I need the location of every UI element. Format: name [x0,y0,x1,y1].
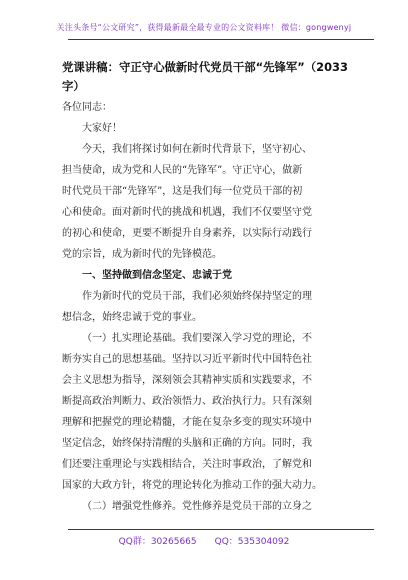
header-divider [68,39,374,40]
paragraph-line: 今天，我们将探讨如何在新时代背景下，坚守初心、 [82,144,312,155]
title-line-1: 党课讲稿：守正守心做新时代党员干部“先锋军”（2033 [62,60,348,74]
title-line-2: 字） [62,79,85,93]
section-heading: 一、坚持做到信念坚定、忠诚于党 [82,270,232,281]
paragraph-line: 的初心和使命，更要不断提升自身素养，以实际行动践行 [62,228,312,239]
footer-qq: QQ：535304092 [214,537,290,547]
document-title [62,58,362,96]
footer-contact [0,534,408,547]
paragraph-line: 党的宗旨，成为新时代的先锋模范。 [62,249,222,260]
paragraph-line: 时代党员干部“先锋军”，这是我们每一位党员干部的初 [62,186,303,197]
paragraph-line: （二）增强党性修养。党性修养是党员干部的立身之 [82,501,312,512]
header-banner: 关注头条号“公文研究”，获得最新最全最专业的公文资料库！ 微信：gongwenyj [56,23,352,32]
paragraph-line: 们还要注重理论与实践相结合，关注时事政治，了解党和 [62,459,312,470]
paragraph-line: 会主义思想为指导，深刻领会其精神实质和实践要求，不 [62,375,312,386]
paragraph-line: 作为新时代的党员干部，我们必须始终保持坚定的理 [82,291,312,302]
paragraph-line: 国家的大政方针，将党的理论转化为推动工作的强大动力。 [62,480,322,491]
paragraph-line: （一）扎实理论基础。我们要深入学习党的理论，不 [82,333,312,344]
paragraph-line: 坚定信念，始终保持清醒的头脑和正确的方向。同时，我 [62,438,312,449]
footer-divider [68,529,374,530]
greeting: 各位同志： [62,102,112,113]
paragraph-line: 担当使命，成为党和人民的“先锋军”。守正守心，做新 [62,165,303,176]
document-body [62,97,352,517]
paragraph-line: 心和使命。面对新时代的挑战和机遇，我们不仅要坚守党 [62,207,312,218]
paragraph-line: 想信念，始终忠诚于党的事业。 [62,312,202,323]
footer-qq-group: QQ群：30265665 [118,537,197,547]
paragraph-line: 断夯实自己的思想基础。坚持以习近平新时代中国特色社 [62,354,312,365]
paragraph-line: 理解和把握党的理论精髓，才能在复杂多变的现实环境中 [62,417,312,428]
paragraph-line: 断提高政治判断力、政治领悟力、政治执行力。只有深刻 [62,396,312,407]
paragraph-line: 大家好！ [82,123,122,134]
